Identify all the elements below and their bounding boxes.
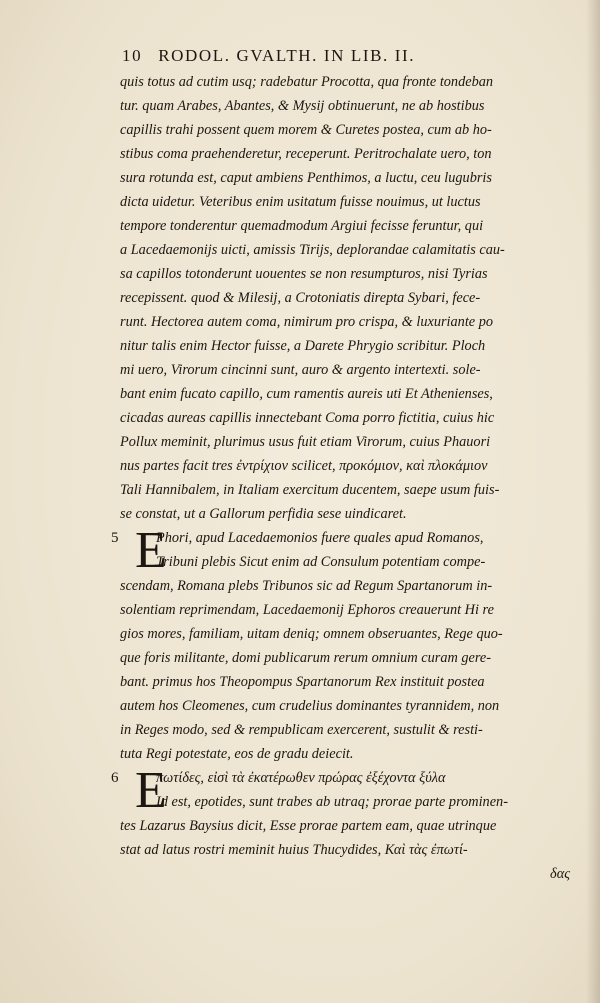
section-number: 6 [111,770,119,786]
text-line: se constat, ut a Gallorum perfidia sese uindicaret. [120,506,407,522]
text-line: scendam, Romana plebs Tribunos sic ad Regum Spartanorum in- [120,578,493,594]
catchword: δας [550,866,570,882]
text-line: a Lacedaemonijs uicti, amissis Tirijs, deplorandae calamitatis cau- [120,242,505,258]
text-line: Tribuni plebis Sicut enim ad Consulum potentiam compe- [156,554,486,570]
text-line: dicta uidetur. Veteribus enim usitatum fuisse nouimus, ut luctus [120,194,481,210]
text-line: πωτίδες, εἰσὶ τὰ ἐκατέρωθεν πρώρας ἐξέχοντα ξύλα [156,770,446,786]
section-number: 5 [111,530,119,546]
text-line: mi uero, Virorum cincinni sunt, auro & argento intertexti. sole- [120,362,481,378]
text-line: Phori, apud Lacedaemonios fuere quales apud Romanos, [156,530,484,546]
text-line: tes Lazarus Baysius dicit, Esse prorae partem eam, quae utrinque [120,818,497,834]
section-5 [111,522,575,766]
text-line: tur. quam Arabes, Abantes, & Mysij obtinuerunt, ne ab hostibus [120,98,485,114]
running-header [122,46,522,66]
text-line: Id est, epotides, sunt trabes ab utraq; prorae parte prominen- [156,794,508,810]
text-line: in Reges modo, sed & rempublicam exercerent, sustulit & resti- [120,722,483,738]
text-line: gios mores, familiam, uitam deniq; omnem obseruantes, Rege quo- [120,626,503,642]
text-line: nus partes facit tres ἐντρίχιον scilicet, προκόμιον, καὶ πλοκάμιον [120,458,488,474]
text-line: nitur talis enim Hector fuisse, a Darete Phrygio scribitur. Ploch [120,338,486,354]
text-line: stat ad latus rostri meminit huius Thucydides, Καὶ τὰς ἐπωτί- [120,842,468,858]
text-line: Tali Hannibalem, in Italiam exercitum ducentem, saepe usum fuis- [120,482,500,498]
text-line: runt. Hectorea autem coma, nimirum pro crispa, & luxuriante po [120,314,494,330]
text-line: cicadas aureas capillis innectebant Coma porro fictitia, cuius hic [120,410,495,426]
text-line: sa capillos totonderunt uouentes se non resumpturos, nisi Tyrias [120,266,488,282]
text-line: tempore tonderentur quemadmodum Argiui fecisse feruntur, qui [120,218,484,234]
text-body [111,70,575,886]
text-line: capillis trahi possent quem morem & Curetes postea, cum ab ho- [120,122,492,138]
drop-cap-initial: E [135,762,167,819]
text-line: tuta Regi potestate, eos de gradu deiecit. [120,746,354,762]
text-line: autem hos Cleomenes, cum crudelius dominantes tyrannidem, non [120,698,500,714]
text-line: que foris militante, domi publicarum rerum omnium curam gere- [120,650,492,666]
paragraph-continuation [120,70,575,526]
text-line: Pollux meminit, plurimus usus fuit etiam Virorum, cuius Phauori [120,434,491,450]
text-line: bant. primus hos Theopompus Spartanorum Rex instituit postea [120,674,485,690]
running-head-title: RODOL. GVALTH. IN LIB. II. [158,46,416,65]
drop-cap-initial: E [135,522,167,579]
text-line: bant enim fucato capillo, cum ramentis aureis uti Et Athenienses, [120,386,493,402]
page-gutter-shadow [586,0,600,1003]
page-number: 10 [122,46,143,65]
section-6 [111,762,575,886]
text-line: sura rotunda est, caput ambiens Penthimos, a luctu, ceu lugubris [120,170,492,186]
text-line: quis totus ad cutim usq; radebatur Procotta, qua fronte tondeban [120,74,494,90]
text-line: solentiam reprimendam, Lacedaemonij Ephoros creauerunt Hi re [120,602,494,618]
text-line: stibus coma praehenderetur, receperunt. Peritrochalate uero, ton [120,146,492,162]
text-line: recepissent. quod & Milesij, a Crotoniatis direpta Sybari, fece- [120,290,481,306]
